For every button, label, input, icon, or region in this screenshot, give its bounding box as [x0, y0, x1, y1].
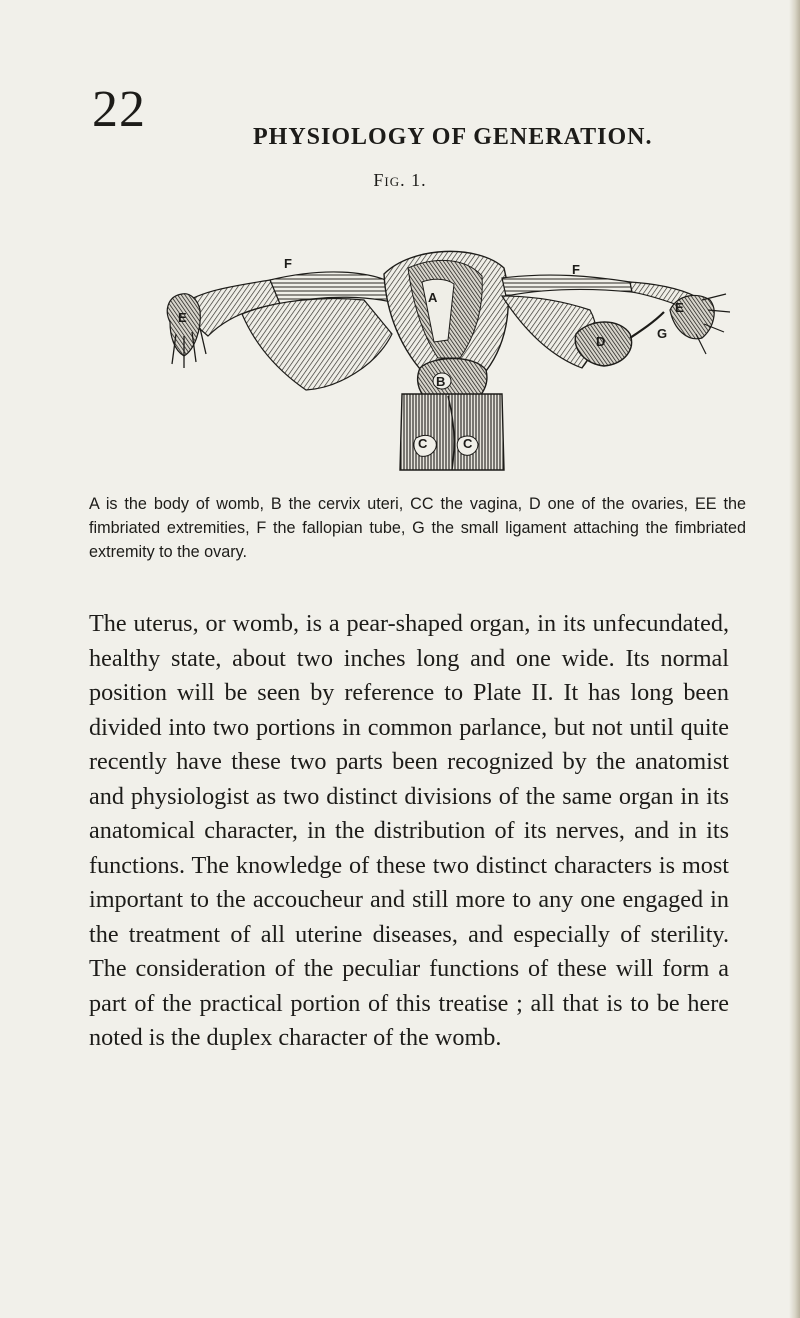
- uterus-illustration: [130, 238, 750, 474]
- label-c-right: C: [463, 436, 473, 451]
- broad-ligament-left: [242, 299, 392, 390]
- label-f-right: F: [572, 262, 580, 277]
- running-head: PHYSIOLOGY OF GENERATION.: [253, 124, 653, 150]
- vagina: [400, 394, 504, 470]
- label-g: G: [657, 326, 668, 341]
- body-paragraph: The uterus, or womb, is a pear-shaped organ, in its unfecundated, healthy state, about two inches long and one wide. Its normal position will be seen by reference to Plate II. It has long been divided into two portions in common parlance, but not until quite recently have these two parts been recognized by the anatomist and physiologist as two distinct divisions of the same organ in its anatomical character, in the distribution of its nerves, and in its functions. The knowledge of these two distinct characters is most important to the accoucheur and still more to any one engaged in the treatment of all uterine diseases, and especially of sterility. The consideration of the peculiar functions of these will form a part of the practical portion of this treatise ; all that is to be here noted is the duplex character of the womb.: [89, 610, 729, 1051]
- label-c-left: C: [418, 436, 428, 451]
- label-d: D: [596, 334, 606, 349]
- label-e-left: E: [178, 310, 187, 325]
- page-number: 22: [92, 81, 146, 138]
- uterus-engraving: [130, 238, 750, 474]
- label-b: B: [436, 374, 446, 389]
- label-e-right: E: [675, 300, 684, 315]
- figure-caption: A is the body of womb, B the cervix uteri, CC the vagina, D one of the ovaries, EE the fimbriated extremities, F the fallopian tube, G the small ligament attaching the fimbriated extremity to the ovary.: [89, 495, 746, 561]
- label-a: A: [428, 290, 438, 305]
- figure-label: Fig. 1.: [373, 170, 427, 190]
- paper-edge: [789, 0, 800, 1318]
- label-f-left: F: [284, 256, 292, 271]
